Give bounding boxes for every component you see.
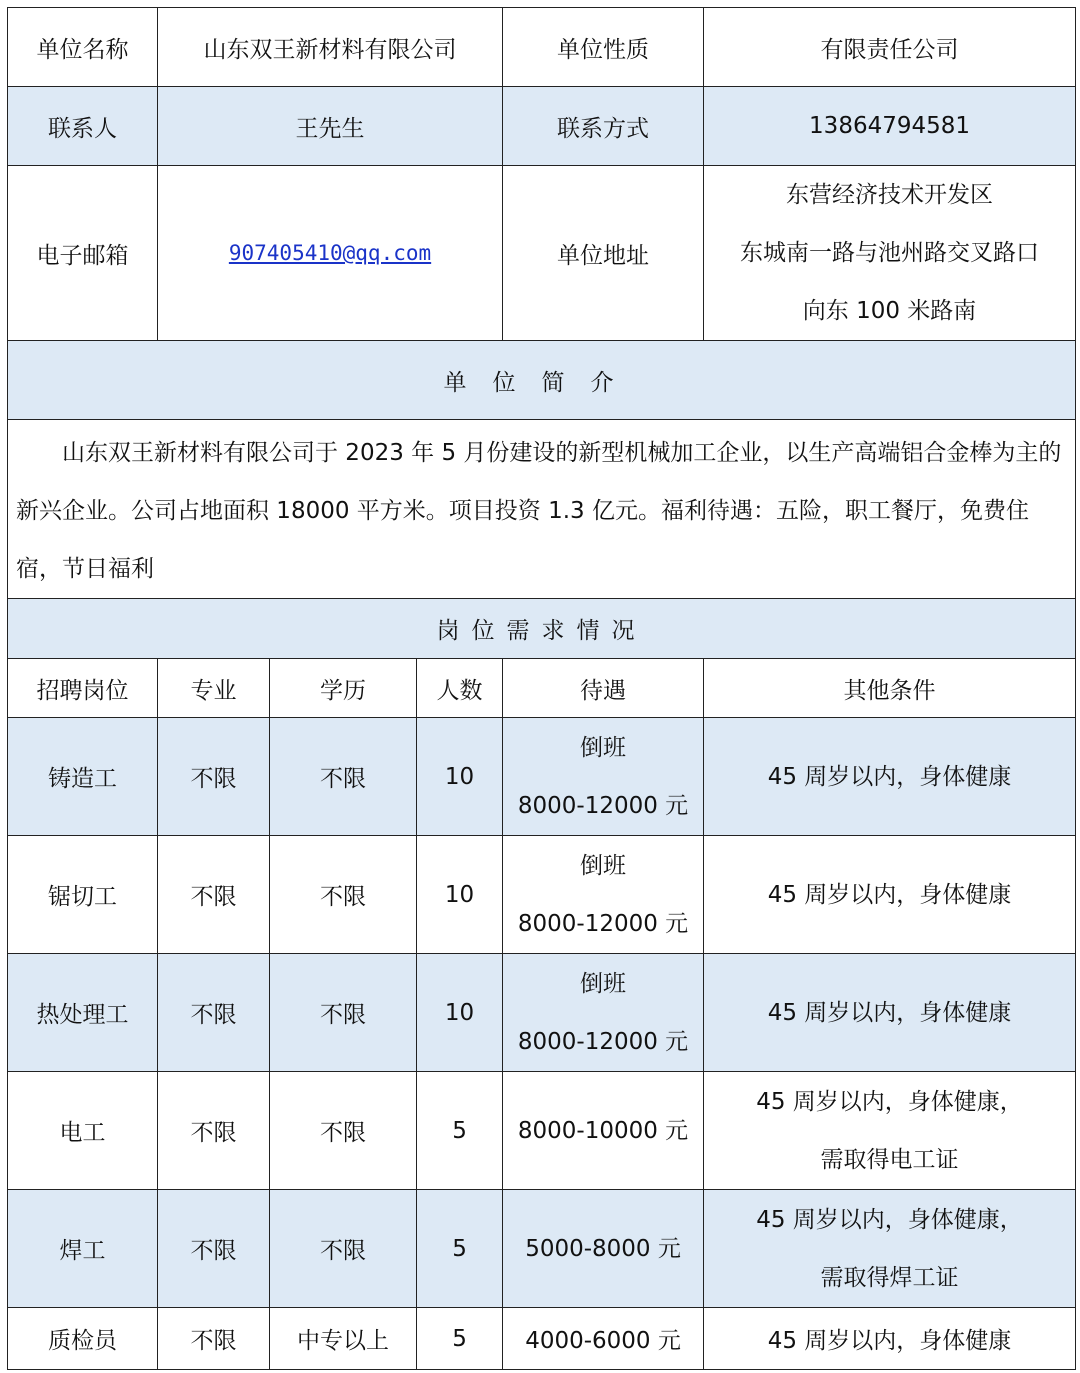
job-pay bbox=[503, 1072, 704, 1190]
other-line: 需取得焊工证 bbox=[820, 1264, 959, 1291]
table-row bbox=[8, 1072, 1076, 1190]
job-position: 铸造工 bbox=[8, 718, 158, 836]
pay-line: 倒班 bbox=[580, 970, 627, 997]
header-other: 其他条件 bbox=[704, 659, 1076, 718]
address-line: 向东 100 米路南 bbox=[802, 298, 977, 324]
job-other bbox=[704, 1072, 1076, 1190]
table-row bbox=[8, 718, 1076, 836]
header-position: 招聘岗位 bbox=[8, 659, 158, 718]
job-position: 热处理工 bbox=[8, 954, 158, 1072]
company-nature-label: 单位性质 bbox=[503, 8, 704, 87]
pay-line: 倒班 bbox=[580, 852, 627, 879]
address-label: 单位地址 bbox=[503, 166, 704, 341]
other-line: 45 周岁以内，身体健康 bbox=[767, 1328, 1012, 1354]
header-major: 专业 bbox=[158, 659, 270, 718]
intro-heading: 单位简介 bbox=[8, 341, 1076, 420]
job-pay bbox=[503, 836, 704, 954]
table-row bbox=[8, 1190, 1076, 1308]
recruitment-table bbox=[7, 7, 1076, 1370]
job-education: 不限 bbox=[270, 1190, 417, 1308]
job-other bbox=[704, 718, 1076, 836]
job-count: 5 bbox=[417, 1308, 503, 1370]
header-pay: 待遇 bbox=[503, 659, 704, 718]
other-line: 需取得电工证 bbox=[820, 1146, 959, 1173]
job-major: 不限 bbox=[158, 1190, 270, 1308]
company-name-value: 山东双王新材料有限公司 bbox=[158, 8, 503, 87]
job-major: 不限 bbox=[158, 954, 270, 1072]
intro-text-cell bbox=[8, 420, 1076, 599]
job-position: 质检员 bbox=[8, 1308, 158, 1370]
company-nature-value: 有限责任公司 bbox=[704, 8, 1076, 87]
company-name-label: 单位名称 bbox=[8, 8, 158, 87]
job-pay bbox=[503, 1308, 704, 1370]
job-count: 5 bbox=[417, 1072, 503, 1190]
job-major: 不限 bbox=[158, 1072, 270, 1190]
table-row bbox=[8, 954, 1076, 1072]
table-row bbox=[8, 1308, 1076, 1370]
address-line: 东营经济技术开发区 bbox=[786, 182, 994, 208]
pay-line: 8000-12000 元 bbox=[517, 910, 689, 937]
job-pay bbox=[503, 718, 704, 836]
table-row bbox=[8, 836, 1076, 954]
job-education: 不限 bbox=[270, 954, 417, 1072]
job-count: 10 bbox=[417, 954, 503, 1072]
other-line: 45 周岁以内，身体健康， bbox=[756, 1088, 1023, 1115]
job-count: 5 bbox=[417, 1190, 503, 1308]
job-education: 不限 bbox=[270, 836, 417, 954]
pay-line: 4000-6000 元 bbox=[525, 1328, 681, 1354]
job-education: 中专以上 bbox=[270, 1308, 417, 1370]
phone-value: 13864794581 bbox=[704, 87, 1076, 166]
job-other bbox=[704, 954, 1076, 1072]
job-position: 焊工 bbox=[8, 1190, 158, 1308]
other-line: 45 周岁以内，身体健康 bbox=[767, 881, 1012, 908]
email-label: 电子邮箱 bbox=[8, 166, 158, 341]
job-position: 电工 bbox=[8, 1072, 158, 1190]
job-education: 不限 bbox=[270, 718, 417, 836]
jobs-heading: 岗位需求情况 bbox=[8, 599, 1076, 659]
job-count: 10 bbox=[417, 718, 503, 836]
other-line: 45 周岁以内，身体健康 bbox=[767, 999, 1012, 1026]
job-education: 不限 bbox=[270, 1072, 417, 1190]
job-count: 10 bbox=[417, 836, 503, 954]
job-pay bbox=[503, 954, 704, 1072]
pay-line: 5000-8000 元 bbox=[525, 1235, 681, 1262]
other-line: 45 周岁以内，身体健康 bbox=[767, 763, 1012, 790]
address-value bbox=[704, 166, 1076, 341]
email-cell bbox=[158, 166, 503, 341]
contact-label: 联系人 bbox=[8, 87, 158, 166]
header-count: 人数 bbox=[417, 659, 503, 718]
phone-label: 联系方式 bbox=[503, 87, 704, 166]
pay-line: 倒班 bbox=[580, 734, 627, 761]
header-education: 学历 bbox=[270, 659, 417, 718]
job-other bbox=[704, 836, 1076, 954]
other-line: 45 周岁以内，身体健康， bbox=[756, 1206, 1023, 1233]
intro-text: 山东双王新材料有限公司于 2023 年 5 月份建设的新型机械加工企业，以生产高端铝合金棒为主的新兴企业。公司占地面积 18000 平方米。项目投资 1.3 亿元。福利待遇：五险，职工餐厅，免费住宿，节日福利 bbox=[16, 440, 1062, 582]
pay-line: 8000-12000 元 bbox=[517, 792, 689, 819]
address-line: 东城南一路与池州路交叉路口 bbox=[740, 240, 1040, 266]
job-position: 锯切工 bbox=[8, 836, 158, 954]
pay-line: 8000-10000 元 bbox=[517, 1117, 689, 1144]
contact-value: 王先生 bbox=[158, 87, 503, 166]
job-major: 不限 bbox=[158, 836, 270, 954]
job-other bbox=[704, 1190, 1076, 1308]
job-other bbox=[704, 1308, 1076, 1370]
job-pay bbox=[503, 1190, 704, 1308]
job-major: 不限 bbox=[158, 718, 270, 836]
email-link[interactable]: 907405410@qq.com bbox=[228, 241, 432, 265]
pay-line: 8000-12000 元 bbox=[517, 1028, 689, 1055]
job-major: 不限 bbox=[158, 1308, 270, 1370]
